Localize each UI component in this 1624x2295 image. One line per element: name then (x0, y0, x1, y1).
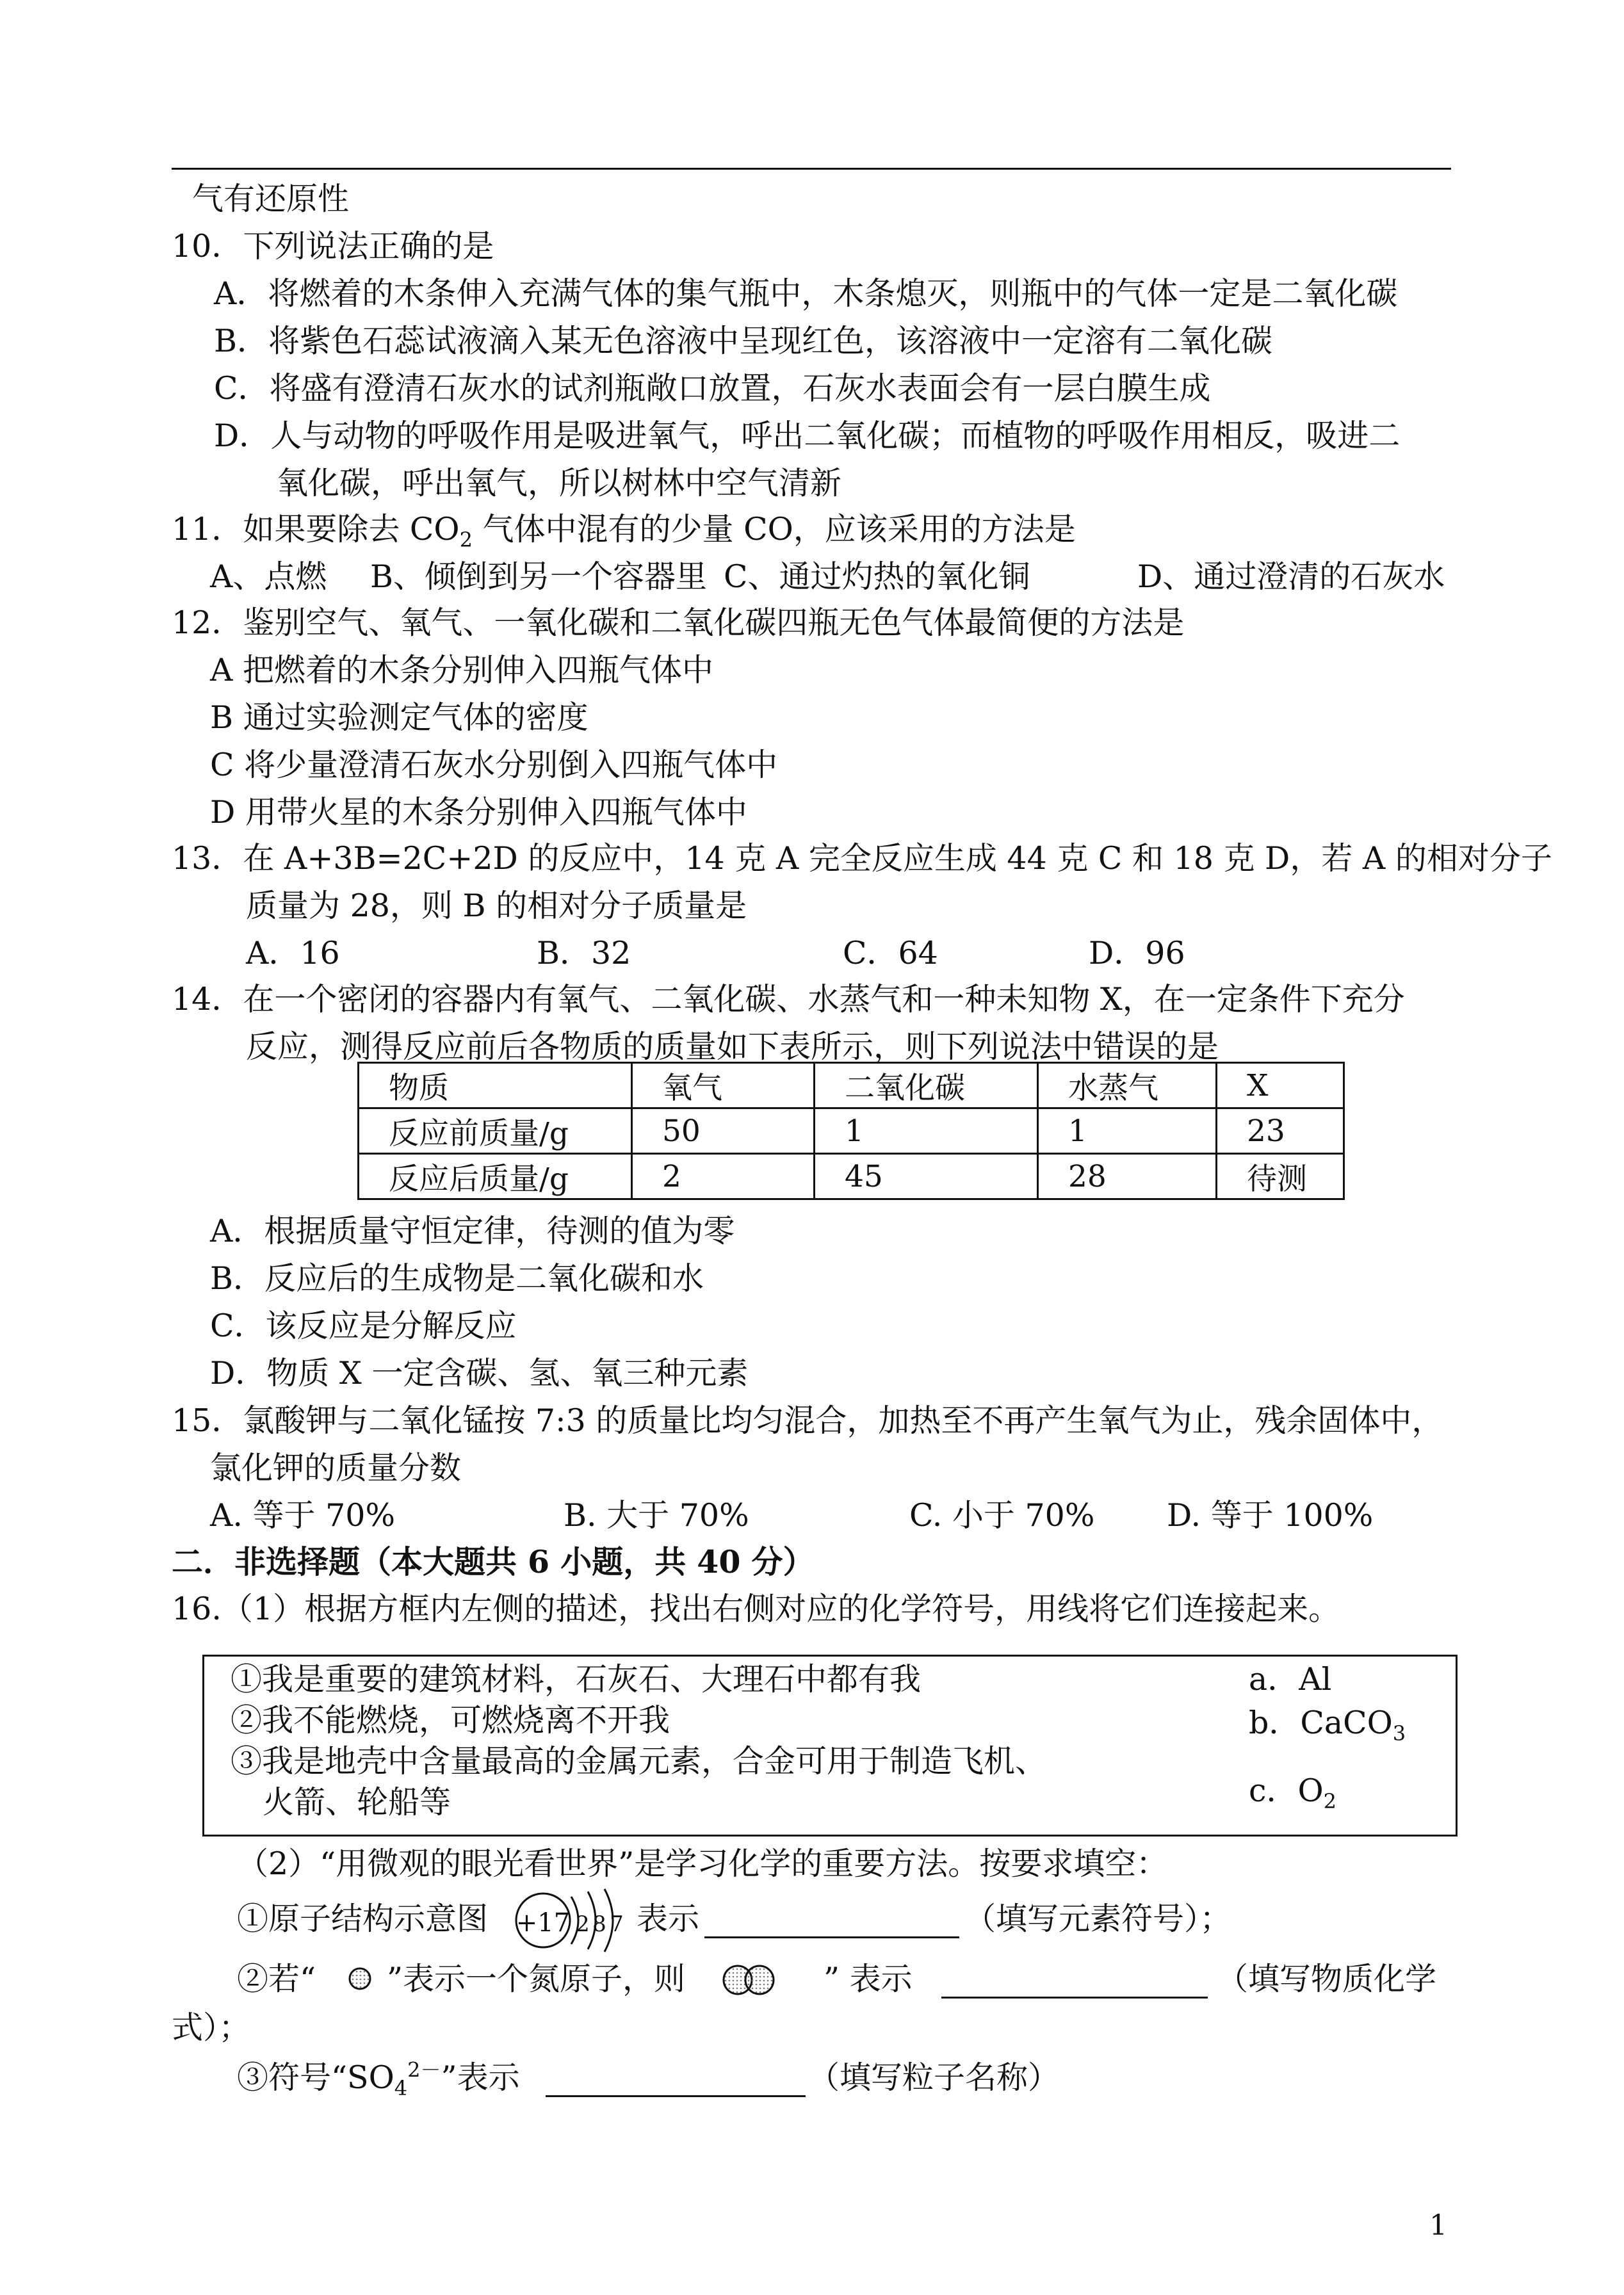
section-heading: 二．非选择题（本大题共 6 小题，共 40 分） (172, 1543, 815, 1580)
answer-blank-2[interactable] (941, 1968, 1208, 1999)
q16-p3-label: ③符号“$SO_4^{2-}$”表示 (237, 2057, 520, 2100)
q13-option-c: C．64 (843, 935, 938, 971)
q16-p1-mid: 表示 (637, 1901, 700, 1937)
atom-structure-diagram (507, 1885, 635, 1956)
shell-3-electrons: 7 (610, 1911, 624, 1937)
table-cell: 待测 (1217, 1154, 1344, 1199)
match-right-a: a．Al (1249, 1661, 1332, 1698)
q15-option-a: A. 等于 70% (210, 1497, 396, 1534)
q10-option-d-cont: 氧化碳，呼出氧气，所以树林中空气清新 (277, 465, 842, 501)
match-right-c: c．$O_2$ (1249, 1772, 1336, 1813)
q12-option-c: C 将少量澄清石灰水分别倒入四瓶气体中 (210, 747, 778, 783)
q14-option-a: A．根据质量守恒定律，待测的值为零 (210, 1213, 735, 1249)
q14-option-c: C．该反应是分解反应 (210, 1308, 517, 1344)
q16-p2-label: ②若“ (237, 1961, 316, 1997)
q14-option-d: D．物质 X 一定含碳、氢、氧三种元素 (210, 1355, 749, 1391)
q13-option-b: B．32 (537, 935, 631, 971)
q12-option-b: B 通过实验测定气体的密度 (210, 699, 589, 736)
table-cell: X (1217, 1063, 1344, 1108)
table-cell: 1 (815, 1108, 1038, 1154)
q10-stem: 10．下列说法正确的是 (172, 228, 494, 264)
match-left-1: ①我是重要的建筑材料，石灰石、大理石中都有我 (231, 1661, 922, 1698)
match-left-3-cont: 火箭、轮船等 (263, 1784, 451, 1821)
q10-option-b: B．将紫色石蕊试液滴入某无色溶液中呈现红色，该溶液中一定溶有二氧化碳 (214, 323, 1273, 359)
q16-stem: 16.（1）根据方框内左侧的描述，找出右侧对应的化学符号，用线将它们连接起来。 (172, 1591, 1340, 1627)
q10-option-c: C．将盛有澄清石灰水的试剂瓶敞口放置，石灰水表面会有一层白膜生成 (214, 370, 1211, 407)
nucleus-charge: +17 (516, 1908, 571, 1938)
q10-option-a: A．将燃着的木条伸入充满气体的集气瓶中，木条熄灭，则瓶中的气体一定是二氧化碳 (214, 275, 1398, 312)
q16-part2-stem: （2）“用微观的眼光看世界”是学习化学的重要方法。按要求填空： (237, 1845, 1168, 1882)
q11-option-c: C、通过灼热的氧化铜 (724, 558, 1030, 595)
header-rule (172, 168, 1451, 170)
q16-p2-hint-cont: 式）； (172, 2009, 250, 2046)
table-cell: 水蒸气 (1038, 1063, 1217, 1108)
q10-option-d: D．人与动物的呼吸作用是吸进氧气，呼出二氧化碳；而植物的呼吸作用相反，吸进二 (214, 418, 1401, 454)
match-right-b: b．CaCO$_3$ (1249, 1705, 1406, 1746)
table-cell: 物质 (359, 1063, 632, 1108)
q16-p2-mid2: ” 表示 (824, 1961, 913, 1997)
page-number: 1 (1429, 2209, 1447, 2242)
q16-p1-hint: （填写元素符号）； (964, 1901, 1231, 1937)
nitrogen-atom-icon (347, 1966, 373, 1991)
shell-1-electrons: 2 (576, 1911, 590, 1937)
q13-stem: 13．在 A+3B=2C+2D 的反应中，14 克 A 完全反应生成 44 克 C 和 18 克 D，若 A 的相对分子 (172, 840, 1552, 877)
table-cell: 50 (632, 1108, 815, 1154)
table-cell: 反应后质量/g (359, 1154, 632, 1199)
q14-stem-cont: 反应，测得反应前后各物质的质量如下表所示，则下列说法中错误的是 (246, 1028, 1219, 1065)
q16-p2-mid: ”表示一个氮原子，则 (387, 1961, 686, 1997)
q16-p3-hint: （填写粒子名称） (808, 2059, 1060, 2096)
table-cell: 反应前质量/g (359, 1108, 632, 1154)
table-cell: 23 (1217, 1108, 1344, 1154)
table-cell: 二氧化碳 (815, 1063, 1038, 1108)
table-row (359, 1154, 1344, 1199)
table-cell: 氧气 (632, 1063, 815, 1108)
q16-p2-hint: （填写物质化学 (1217, 1961, 1437, 1997)
table-header-row (359, 1063, 1344, 1108)
q12-stem: 12．鉴别空气、氧气、一氧化碳和二氧化碳四瓶无色气体最简便的方法是 (172, 604, 1185, 641)
q14-option-b: B．反应后的生成物是二氧化碳和水 (210, 1260, 704, 1297)
table-row (359, 1108, 1344, 1154)
table-cell: 2 (632, 1154, 815, 1199)
q16-p1-label: ①原子结构示意图 (237, 1901, 489, 1937)
q14-stem: 14．在一个密闭的容器内有氧气、二氧化碳、水蒸气和一种未知物 X，在一定条件下充分 (172, 981, 1405, 1018)
table-cell: 28 (1038, 1154, 1217, 1199)
match-left-2: ②我不能燃烧，可燃烧离不开我 (231, 1702, 670, 1739)
table-cell: 45 (815, 1154, 1038, 1199)
table-cell: 1 (1038, 1108, 1217, 1154)
q15-option-d: D. 等于 100% (1167, 1497, 1374, 1534)
q15-option-b: B. 大于 70% (564, 1497, 749, 1534)
q11-option-a: A、点燃 (210, 558, 327, 595)
q12-option-d: D 用带火星的木条分别伸入四瓶气体中 (210, 794, 747, 831)
answer-blank-1[interactable] (704, 1908, 959, 1938)
shell-2-electrons: 8 (592, 1911, 606, 1937)
match-left-3: ③我是地壳中含量最高的金属元素，合金可用于制造飞机、 (231, 1743, 1047, 1780)
q15-option-c: C. 小于 70% (909, 1497, 1095, 1534)
q13-stem-cont: 质量为 28，则 B 的相对分子质量是 (246, 888, 747, 924)
mass-table (357, 1062, 1345, 1200)
q11-option-b: B、倾倒到另一个容器里 (370, 558, 708, 595)
q15-stem-cont: 氯化钾的质量分数 (210, 1450, 462, 1486)
q15-stem: 15．氯酸钾与二氧化锰按 7:3 的质量比均匀混合，加热至不再产生氧气为止，残余固体中， (172, 1402, 1443, 1439)
q12-option-a: A 把燃着的木条分别伸入四瓶气体中 (210, 652, 713, 688)
q11-option-d: D、通过澄清的石灰水 (1137, 558, 1445, 595)
nitrogen-molecule-icon (720, 1963, 781, 1997)
q11-stem: 11．如果要除去 $CO_2$ 气体中混有的少量 CO，应该采用的方法是 (172, 511, 1076, 552)
q13-option-a: A．16 (246, 935, 340, 971)
q13-option-d: D．96 (1089, 935, 1185, 971)
continued-text: 气有还原性 (192, 181, 350, 217)
answer-blank-3[interactable] (546, 2067, 806, 2097)
